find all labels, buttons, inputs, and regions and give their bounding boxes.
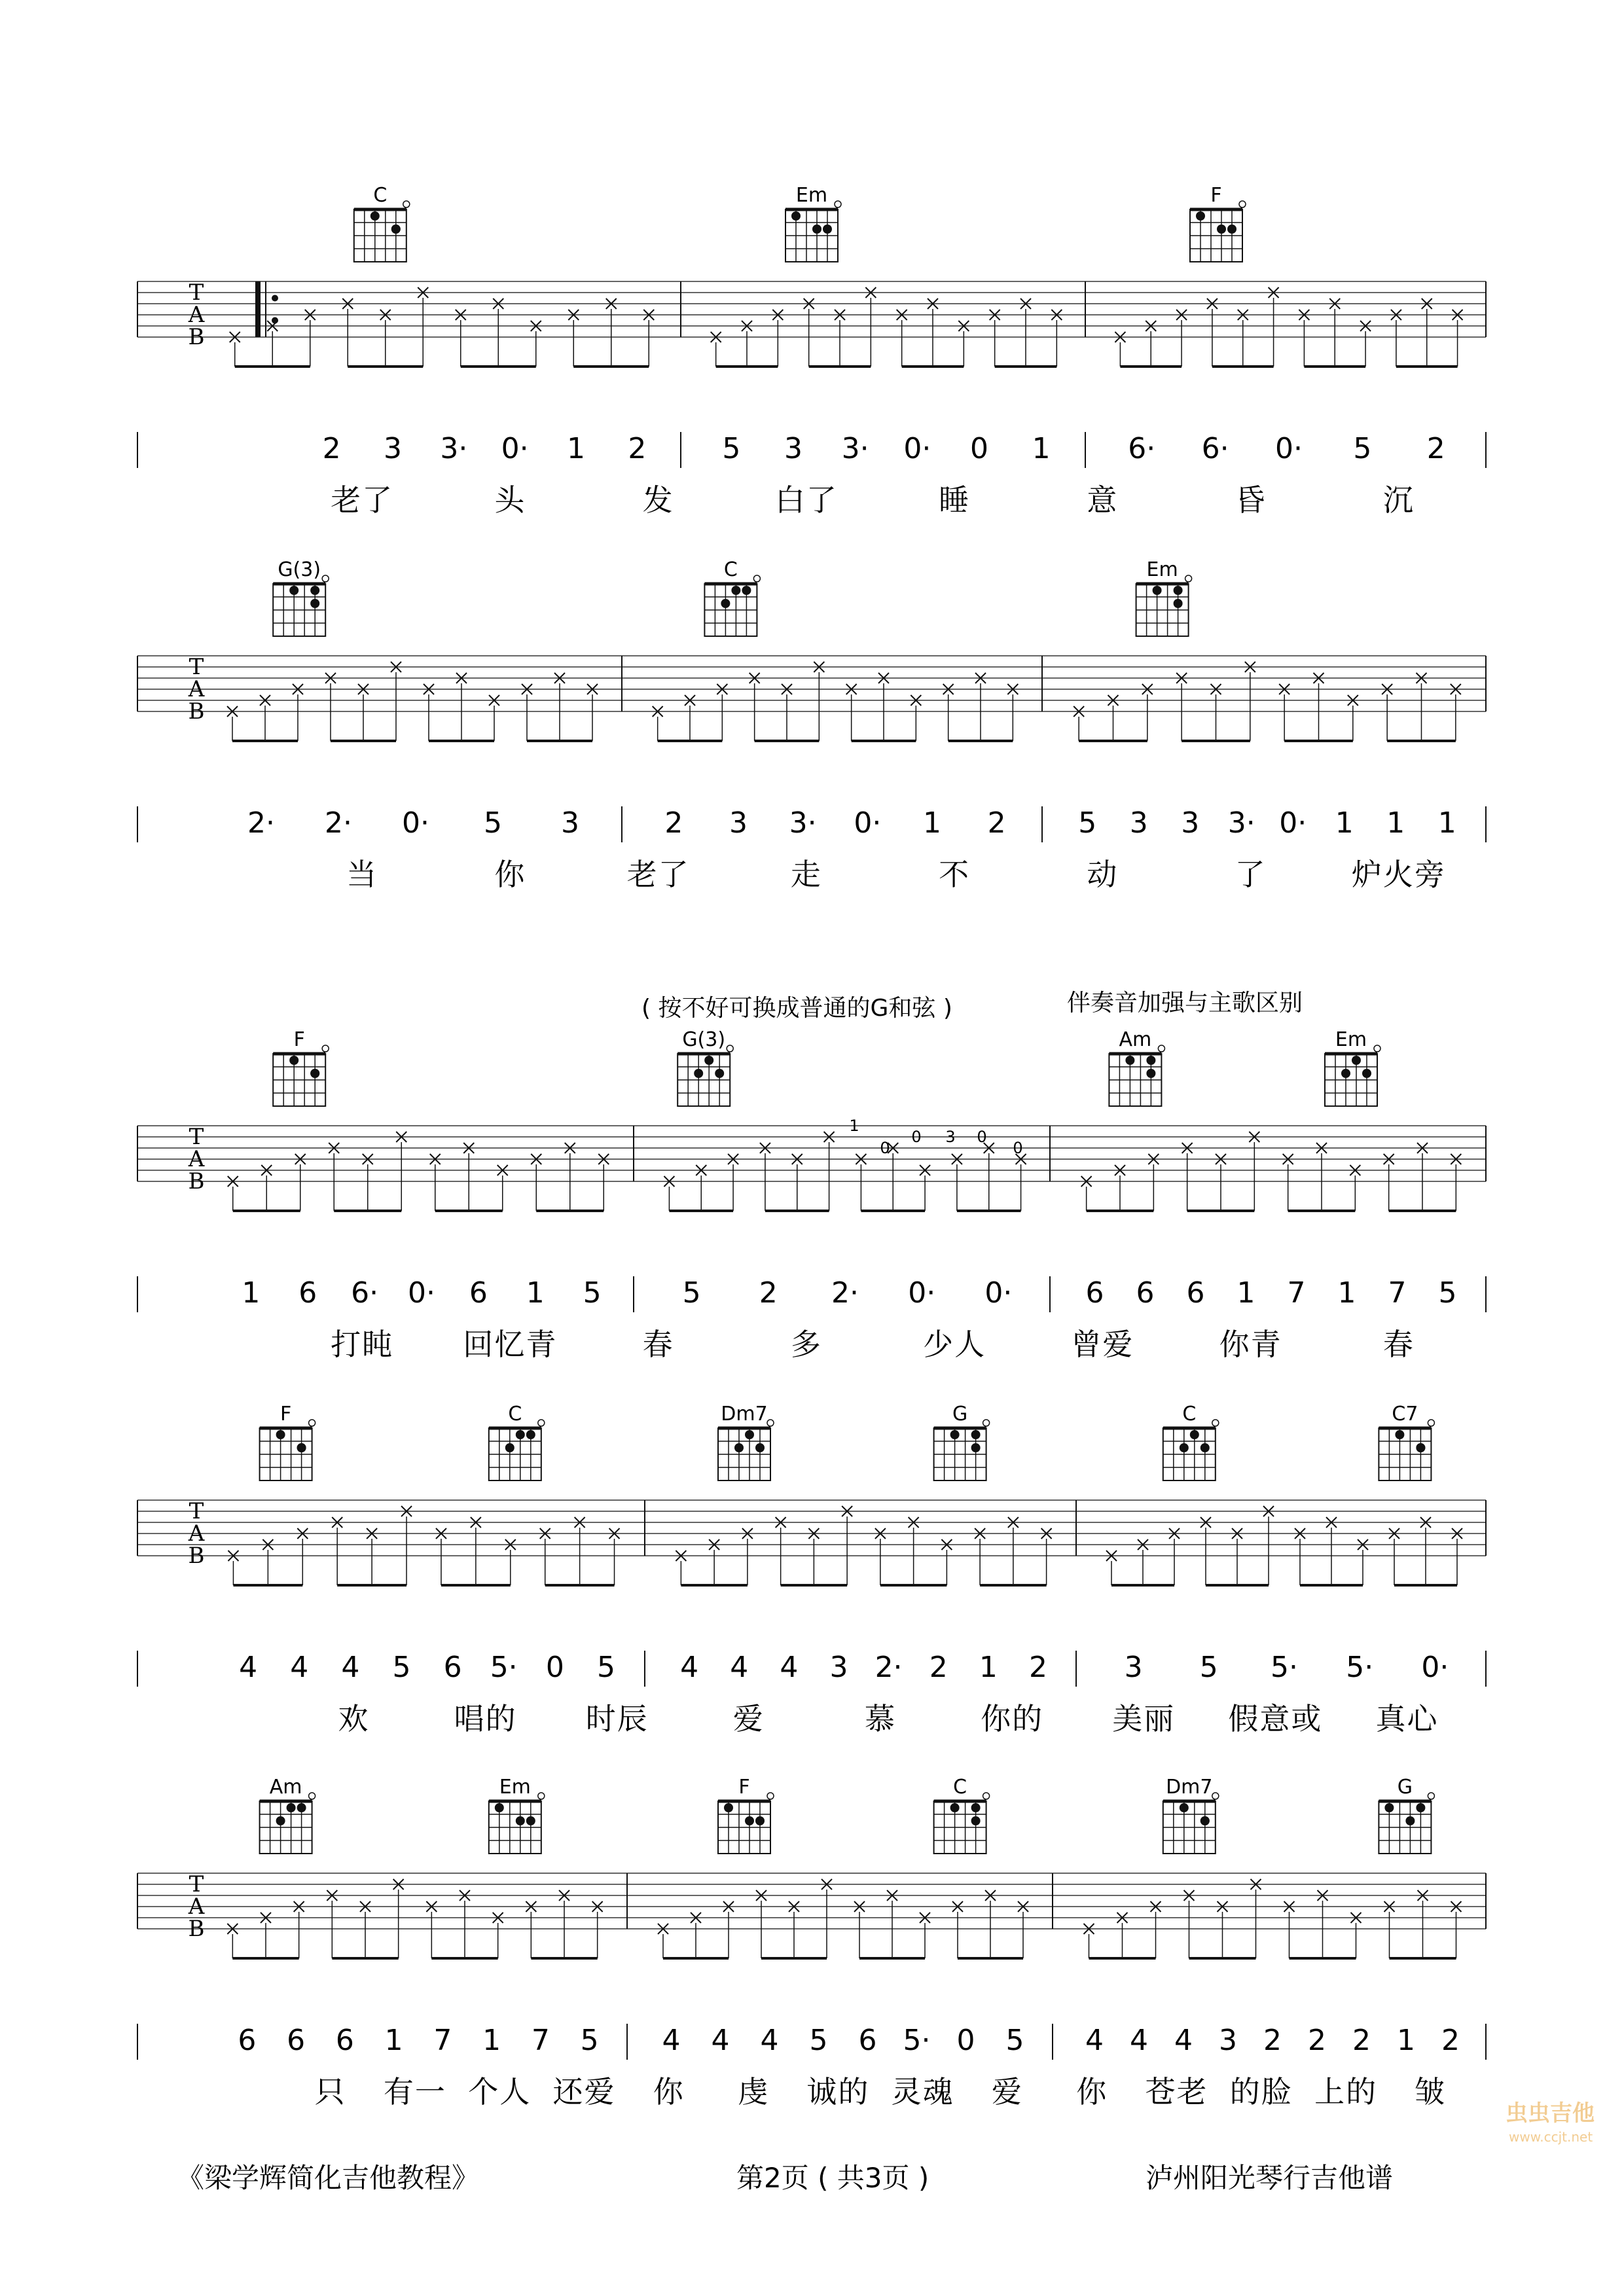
jianpu-note: 5 (1005, 2024, 1024, 2057)
score-system (137, 1403, 1486, 1736)
jianpu-note: 6· (1128, 432, 1156, 465)
chord-diagram-f (260, 1403, 316, 1480)
tab-fret-number: 0 (977, 1128, 987, 1146)
chord-diagram-am (1109, 1028, 1164, 1106)
jianpu-note: 4 (730, 1651, 749, 1684)
jianpu-note: 5 (484, 806, 502, 840)
jianpu-note: 6· (1201, 432, 1229, 465)
jianpu-note: 6 (858, 2024, 877, 2057)
lyric-syllable: 了 (1235, 857, 1267, 892)
jianpu-note: 5 (1353, 432, 1372, 465)
chord-name: G(3) (682, 1028, 726, 1051)
lyric-syllable: 苍老 (1145, 2074, 1208, 2109)
lyric-syllable: 唱的 (454, 1701, 517, 1736)
chord-diagram-c (489, 1403, 545, 1480)
jianpu-note: 0 (956, 2024, 975, 2057)
jianpu-note: 5 (1438, 1276, 1457, 1310)
jianpu-note: 4 (760, 2024, 779, 2057)
jianpu-note: 2 (1028, 1651, 1047, 1684)
lyric-syllable: 春 (1382, 1327, 1415, 1362)
svg-text:www.ccjt.net: www.ccjt.net (1509, 2129, 1593, 2145)
tab-clef-letter: B (188, 1543, 205, 1569)
tab-clef-letter: T (189, 1124, 204, 1150)
jianpu-note: 7 (1388, 1276, 1407, 1310)
lyric-syllable: 沉 (1382, 482, 1415, 518)
jianpu-note: 2· (325, 806, 352, 840)
lyric-syllable: 个人 (468, 2074, 532, 2109)
score-system (137, 184, 1486, 518)
jianpu-note: 6 (335, 2024, 354, 2057)
jianpu-note: 4 (680, 1651, 699, 1684)
jianpu-note: 3 (1181, 806, 1200, 840)
chord-diagram-dm7 (718, 1403, 774, 1480)
tab-clef-letter: A (188, 1893, 205, 1920)
jianpu-note: 1 (242, 1276, 261, 1310)
jianpu-note: 1 (923, 806, 941, 840)
tab-fret-number: 1 (849, 1117, 859, 1135)
chord-diagram-f (273, 1028, 329, 1106)
fingering-annotation: ( 按不好可换成普通的G和弦 ) (641, 995, 952, 1022)
chord-name: G (952, 1403, 968, 1426)
jianpu-note: 5 (583, 1276, 602, 1310)
chord-name: Em (1146, 558, 1178, 581)
jianpu-note: 5 (596, 1651, 615, 1684)
footer-book-title: 《梁学辉简化吉他教程》 (177, 2162, 480, 2194)
jianpu-note: 3 (1129, 806, 1148, 840)
lyric-syllable: 时辰 (585, 1701, 649, 1736)
score-system (137, 1776, 1486, 2109)
jianpu-note: 2 (1263, 2024, 1282, 2057)
jianpu-note: 4 (1174, 2024, 1193, 2057)
jianpu-note: 3· (841, 432, 869, 465)
chord-diagram-g (934, 1403, 990, 1480)
chord-diagram-em (489, 1776, 545, 1854)
chord-name: Dm7 (721, 1403, 768, 1426)
score-system (137, 1028, 1486, 1362)
tab-clef-letter: B (188, 324, 205, 350)
jianpu-note: 2 (664, 806, 683, 840)
chord-diagram-c (934, 1776, 990, 1854)
lyric-syllable: 白了 (774, 482, 838, 518)
chord-name: F (1210, 184, 1222, 207)
tab-fret-number: 3 (945, 1128, 956, 1146)
jianpu-note: 1 (567, 432, 585, 465)
tab-clef-letter: A (188, 1520, 205, 1547)
lyric-syllable: 当 (346, 857, 378, 892)
tab-clef-letter: A (188, 676, 205, 702)
lyric-syllable: 美丽 (1112, 1701, 1176, 1736)
chord-diagram-c (1163, 1403, 1219, 1480)
tab-clef-letter: T (189, 1498, 204, 1524)
jianpu-note: 5 (1199, 1651, 1218, 1684)
chord-diagram-c (354, 184, 410, 262)
lyric-syllable: 的脸 (1229, 2074, 1293, 2109)
chord-name: Em (499, 1776, 531, 1799)
jianpu-note: 3 (1219, 2024, 1237, 2057)
jianpu-note: 7 (1287, 1276, 1306, 1310)
lyric-syllable: 老了 (331, 482, 394, 518)
chord-diagram-dm7 (1163, 1776, 1219, 1854)
score-system (137, 558, 1486, 892)
jianpu-note: 4 (711, 2024, 730, 2057)
jianpu-note: 3 (784, 432, 803, 465)
tab-clef-letter: T (189, 279, 204, 306)
tab-clef-letter: T (189, 1871, 204, 1897)
jianpu-note: 4 (1085, 2024, 1104, 2057)
lyric-syllable: 曾爱 (1071, 1327, 1134, 1362)
chord-name: Em (1335, 1028, 1367, 1051)
lyric-syllable: 头 (494, 482, 526, 518)
jianpu-note: 1 (1236, 1276, 1255, 1310)
jianpu-note: 4 (341, 1651, 360, 1684)
tab-fret-number: 0 (880, 1139, 890, 1157)
jianpu-note: 3 (561, 806, 579, 840)
chord-name: F (738, 1776, 750, 1799)
jianpu-note: 0· (501, 432, 529, 465)
jianpu-note: 2 (1352, 2024, 1371, 2057)
lyric-syllable: 爱 (991, 2074, 1023, 2109)
chord-diagram-c7 (1379, 1403, 1434, 1480)
lyric-syllable: 意 (1087, 482, 1119, 518)
lyric-syllable: 动 (1087, 857, 1119, 892)
lyric-syllable: 走 (790, 857, 822, 892)
jianpu-note: 1 (979, 1651, 998, 1684)
lyric-syllable: 欢 (338, 1701, 370, 1736)
jianpu-note: 5 (580, 2024, 599, 2057)
jianpu-note: 1 (1335, 806, 1354, 840)
jianpu-note: 6 (469, 1276, 488, 1310)
jianpu-note: 0· (402, 806, 429, 840)
jianpu-note: 3 (729, 806, 748, 840)
jianpu-note: 5· (490, 1651, 518, 1684)
lyric-syllable: 爱 (732, 1701, 765, 1736)
jianpu-note: 2 (1308, 2024, 1326, 2057)
jianpu-note: 0· (1421, 1651, 1449, 1684)
lyric-syllable: 真心 (1375, 1701, 1439, 1736)
jianpu-note: 3· (1227, 806, 1255, 840)
tab-clef-letter: B (188, 1916, 205, 1942)
tab-clef-letter: A (188, 1146, 205, 1172)
lyric-syllable: 上的 (1314, 2074, 1378, 2109)
jianpu-note: 4 (239, 1651, 258, 1684)
jianpu-note: 2 (759, 1276, 778, 1310)
accompaniment-annotation: 伴奏音加强与主歌区别 (1067, 990, 1303, 1016)
jianpu-note: 4 (780, 1651, 799, 1684)
chord-diagram-g3 (677, 1028, 733, 1106)
jianpu-note: 6 (1085, 1276, 1104, 1310)
lyric-syllable: 诚的 (806, 2074, 870, 2109)
chord-diagram-f (718, 1776, 774, 1854)
chord-name: Dm7 (1166, 1776, 1213, 1799)
jianpu-note: 0· (408, 1276, 435, 1310)
jianpu-note: 2 (1426, 432, 1445, 465)
jianpu-note: 0· (1275, 432, 1303, 465)
lyric-syllable: 炉火旁 (1351, 857, 1446, 892)
jianpu-note: 0· (984, 1276, 1013, 1310)
chord-name: F (280, 1403, 292, 1426)
chord-name: C (953, 1776, 967, 1799)
lyric-syllable: 还爱 (552, 2074, 616, 2109)
jianpu-note: 2 (987, 806, 1006, 840)
chord-diagram-c (704, 558, 760, 636)
lyric-syllable: 你 (494, 857, 526, 892)
jianpu-note: 2· (247, 806, 275, 840)
chord-name: C (1182, 1403, 1197, 1426)
jianpu-note: 1 (1386, 806, 1405, 840)
chord-name: Em (795, 184, 828, 207)
chord-name: F (293, 1028, 305, 1051)
chord-diagram-em (1136, 558, 1192, 636)
jianpu-note: 5· (1346, 1651, 1374, 1684)
jianpu-note: 0· (908, 1276, 936, 1310)
footer-page-number: 第2页 ( 共3页 ) (736, 2162, 929, 2194)
jianpu-note: 5· (903, 2024, 931, 2057)
jianpu-note: 4 (1130, 2024, 1148, 2057)
lyric-syllable: 你 (653, 2074, 685, 2109)
tab-clef-letter: B (188, 698, 205, 725)
jianpu-note: 6 (1136, 1276, 1155, 1310)
lyric-syllable: 打盹 (331, 1327, 394, 1362)
lyric-syllable: 灵魂 (891, 2074, 954, 2109)
jianpu-note: 7 (531, 2024, 550, 2057)
watermark-logo (1506, 2100, 1595, 2145)
chord-name: C7 (1392, 1403, 1418, 1426)
chord-diagram-em (785, 184, 841, 262)
lyric-syllable: 老了 (626, 857, 690, 892)
lyric-syllable: 回忆青 (463, 1327, 558, 1362)
jianpu-note: 1 (1397, 2024, 1415, 2057)
lyric-syllable: 只 (314, 2074, 346, 2109)
jianpu-note: 6 (1186, 1276, 1205, 1310)
jianpu-note: 1 (526, 1276, 545, 1310)
tab-fret-number: 0 (911, 1128, 922, 1146)
lyric-syllable: 不 (939, 857, 971, 892)
chord-diagram-em (1325, 1028, 1380, 1106)
lyric-syllable: 你青 (1219, 1327, 1282, 1362)
lyric-syllable: 假意或 (1228, 1701, 1323, 1736)
tab-fret-number: 0 (1013, 1139, 1023, 1157)
jianpu-note: 7 (433, 2024, 452, 2057)
lyric-syllable: 少人 (923, 1327, 986, 1362)
chord-name: C (373, 184, 388, 207)
jianpu-note: 6 (238, 2024, 257, 2057)
jianpu-note: 5· (1271, 1651, 1298, 1684)
lyric-syllable: 你 (1076, 2074, 1108, 2109)
lyric-syllable: 发 (642, 482, 674, 518)
lyric-syllable: 有一 (383, 2074, 446, 2109)
jianpu-note: 5 (682, 1276, 701, 1310)
jianpu-note: 1 (1437, 806, 1456, 840)
lyric-syllable: 春 (642, 1327, 674, 1362)
jianpu-note: 2 (322, 432, 341, 465)
lyric-syllable: 昏 (1235, 482, 1267, 518)
jianpu-note: 1 (384, 2024, 403, 2057)
jianpu-note: 3 (1124, 1651, 1143, 1684)
jianpu-note: 1 (1032, 432, 1051, 465)
jianpu-note: 3· (440, 432, 468, 465)
chord-name: C (508, 1403, 522, 1426)
jianpu-note: 5 (809, 2024, 828, 2057)
jianpu-note: 1 (482, 2024, 501, 2057)
jianpu-note: 0 (970, 432, 988, 465)
jianpu-note: 2 (628, 432, 647, 465)
jianpu-note: 5 (392, 1651, 411, 1684)
chord-name: Am (1119, 1028, 1152, 1051)
jianpu-note: 6 (298, 1276, 317, 1310)
lyric-syllable: 虔 (738, 2074, 770, 2109)
jianpu-note: 6· (351, 1276, 379, 1310)
jianpu-note: 2· (831, 1276, 859, 1310)
score-systems (137, 184, 1486, 2109)
tab-clef-letter: B (188, 1168, 205, 1194)
lyric-syllable: 你的 (981, 1701, 1044, 1736)
jianpu-note: 2 (929, 1651, 948, 1684)
jianpu-note: 1 (1337, 1276, 1356, 1310)
lyric-syllable: 慕 (865, 1701, 896, 1736)
jianpu-note: 0· (903, 432, 931, 465)
jianpu-note: 0· (854, 806, 882, 840)
jianpu-note: 3 (384, 432, 402, 465)
chord-diagram-g (1379, 1776, 1434, 1854)
chord-name: G (1397, 1776, 1413, 1799)
chord-name: Am (269, 1776, 302, 1799)
lyric-syllable: 皱 (1415, 2074, 1447, 2109)
jianpu-note: 2· (875, 1651, 903, 1684)
jianpu-note: 0 (545, 1651, 564, 1684)
jianpu-note: 0· (1279, 806, 1307, 840)
lyric-syllable: 睡 (939, 482, 971, 518)
chord-diagram-g3 (273, 558, 329, 636)
jianpu-note: 2 (1441, 2024, 1460, 2057)
jianpu-note: 3 (829, 1651, 848, 1684)
svg-text:虫虫吉他: 虫虫吉他 (1506, 2100, 1595, 2126)
chord-diagram-am (260, 1776, 316, 1854)
tab-clef-letter: A (188, 302, 205, 328)
lyric-syllable: 多 (790, 1327, 822, 1362)
footer-shop-name: 泸州阳光琴行吉他谱 (1146, 2162, 1394, 2194)
jianpu-note: 3· (789, 806, 817, 840)
jianpu-note: 5 (1078, 806, 1097, 840)
jianpu-note: 4 (662, 2024, 681, 2057)
jianpu-note: 6 (443, 1651, 462, 1684)
jianpu-note: 6 (287, 2024, 306, 2057)
chord-name: C (723, 558, 738, 581)
tab-clef-letter: T (189, 654, 204, 680)
jianpu-note: 4 (290, 1651, 309, 1684)
chord-name: G(3) (278, 558, 321, 581)
jianpu-note: 5 (722, 432, 741, 465)
chord-diagram-f (1190, 184, 1246, 262)
